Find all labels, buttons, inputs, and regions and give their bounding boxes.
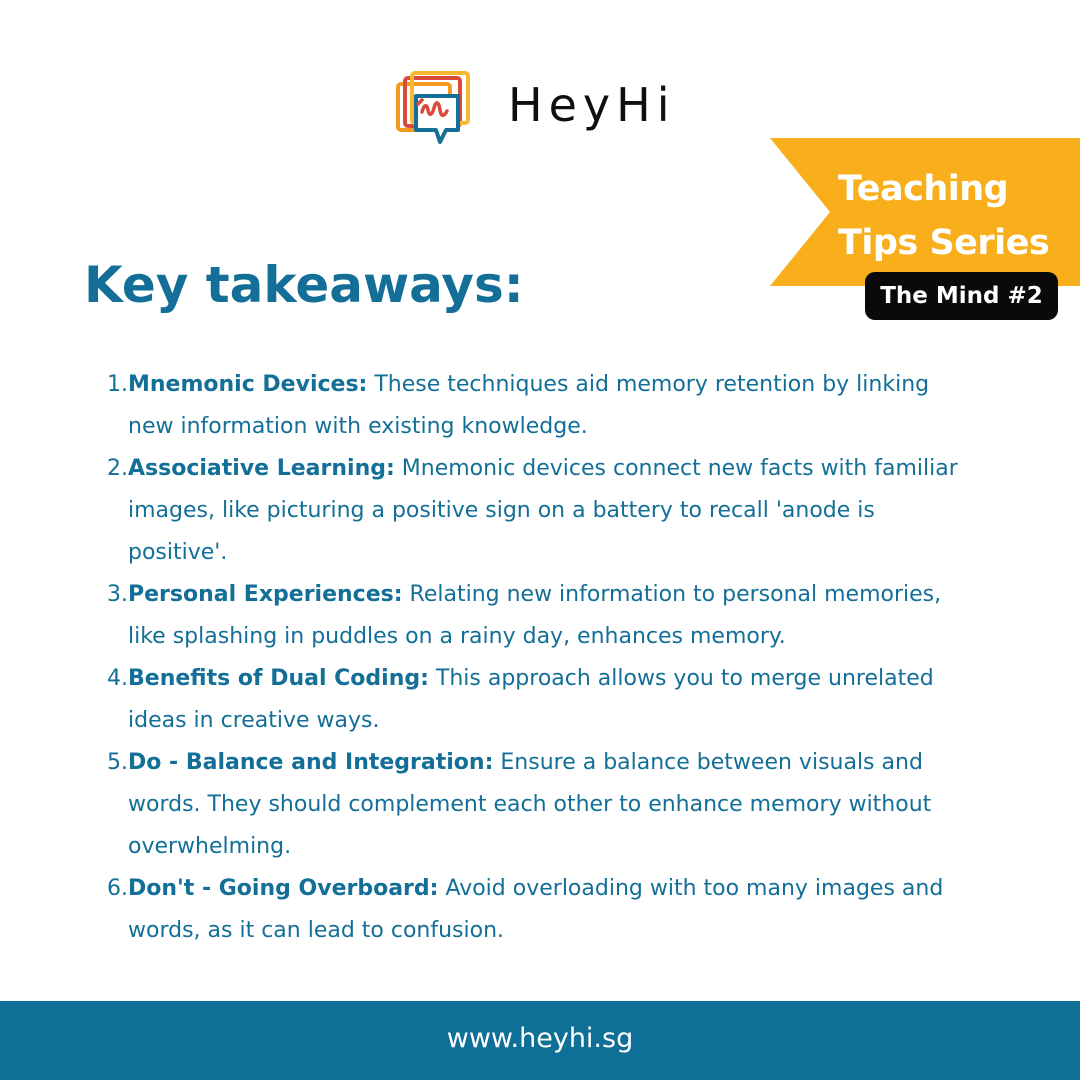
item-text: Mnemonic devices connect new facts with familiar images, like picturing a positive sign on a battery to recall 'anode is positive'. [128, 456, 958, 565]
banner-line-2: Tips Series [838, 223, 1050, 263]
item-number: 5. [107, 750, 128, 775]
item-title: Personal Experiences: [128, 582, 403, 607]
item-title: Don't - Going Overboard: [128, 876, 439, 901]
banner-title [838, 162, 1049, 270]
item-title: Mnemonic Devices: [128, 372, 368, 397]
list-item [98, 574, 978, 658]
series-badge: The Mind #2 [865, 272, 1058, 320]
list-item [98, 658, 978, 742]
item-title: Benefits of Dual Coding: [128, 666, 429, 691]
item-number: 4. [107, 666, 128, 691]
banner-line-1: Teaching [838, 169, 1009, 209]
brand-wordmark: HeyHi [508, 78, 676, 132]
item-text: These techniques aid memory retention by linking new information with existing knowledge. [128, 372, 930, 439]
item-body [128, 658, 978, 742]
website-link[interactable]: www.heyhi.sg [446, 1023, 634, 1054]
item-text: Ensure a balance between visuals and words. They should complement each other to enhance memory without overwhelming. [128, 750, 932, 859]
item-text: Relating new information to personal memories, like splashing in puddles on a rainy day, enhances memory. [128, 582, 942, 649]
heyhi-logo-icon [396, 68, 478, 148]
list-item [98, 868, 978, 952]
takeaways-list [98, 364, 978, 952]
item-body [128, 868, 978, 952]
list-item [98, 742, 978, 868]
item-number: 1. [107, 372, 128, 397]
page-title: Key takeaways: [84, 256, 524, 314]
item-body [128, 742, 978, 868]
item-text: Avoid overloading with too many images and words, as it can lead to confusion. [128, 876, 944, 943]
item-text: This approach allows you to merge unrelated ideas in creative ways. [128, 666, 934, 733]
brand-logo [396, 68, 675, 148]
item-body [128, 574, 978, 658]
item-body [128, 364, 978, 448]
item-number: 3. [107, 582, 128, 607]
footer-bar [0, 1001, 1080, 1080]
item-body [128, 448, 978, 574]
list-item [98, 364, 978, 448]
list-item [98, 448, 978, 574]
item-number: 6. [107, 876, 128, 901]
item-title: Associative Learning: [128, 456, 395, 481]
series-banner [770, 138, 1080, 286]
item-title: Do - Balance and Integration: [128, 750, 494, 775]
item-number: 2. [107, 456, 128, 481]
